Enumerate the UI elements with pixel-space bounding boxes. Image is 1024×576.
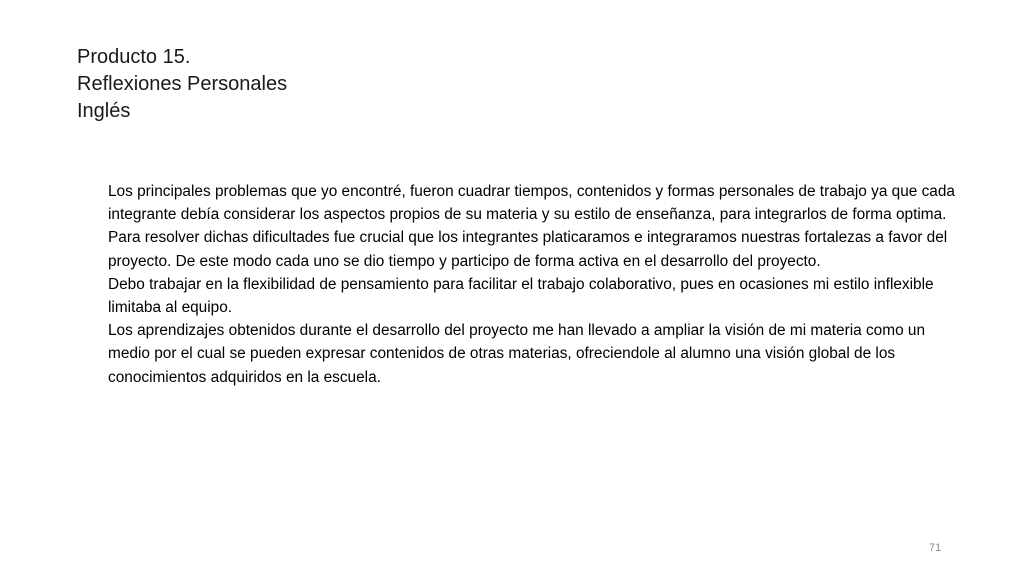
body-paragraph-1: Los principales problemas que yo encontré, fueron cuadrar tiempos, contenidos y formas personales de trabajo ya que cada integrante debía considerar los aspectos propios de su materia y su estilo de enseñanza, para integrarlos de forma optima. Para resolver dichas dificultades fue crucial que los integrantes platicaramos e integraramos nuestras fortalezas a favor del proyecto. De este modo cada uno se dio tiempo y participo de forma activa en el desarrollo del proyecto.	[108, 183, 955, 270]
page-number: 71	[929, 542, 942, 554]
slide-title	[77, 44, 287, 125]
title-line-1: Producto 15.	[77, 46, 191, 68]
slide-body	[108, 180, 958, 389]
title-line-3: Inglés	[77, 100, 131, 122]
title-line-2: Reflexiones Personales	[77, 73, 288, 95]
body-paragraph-2: Debo trabajar en la flexibilidad de pensamiento para facilitar el trabajo colaborativo, pues en ocasiones mi estilo inflexible limitaba al equipo.	[108, 275, 934, 317]
body-paragraph-3: Los aprendizajes obtenidos durante el desarrollo del proyecto me han llevado a ampliar la visión de mi materia como un medio por el cual se pueden expresar contenidos de otras materias, ofreciendole al alumno una visión global de los conocimientos adquiridos en la escuela.	[108, 322, 926, 386]
